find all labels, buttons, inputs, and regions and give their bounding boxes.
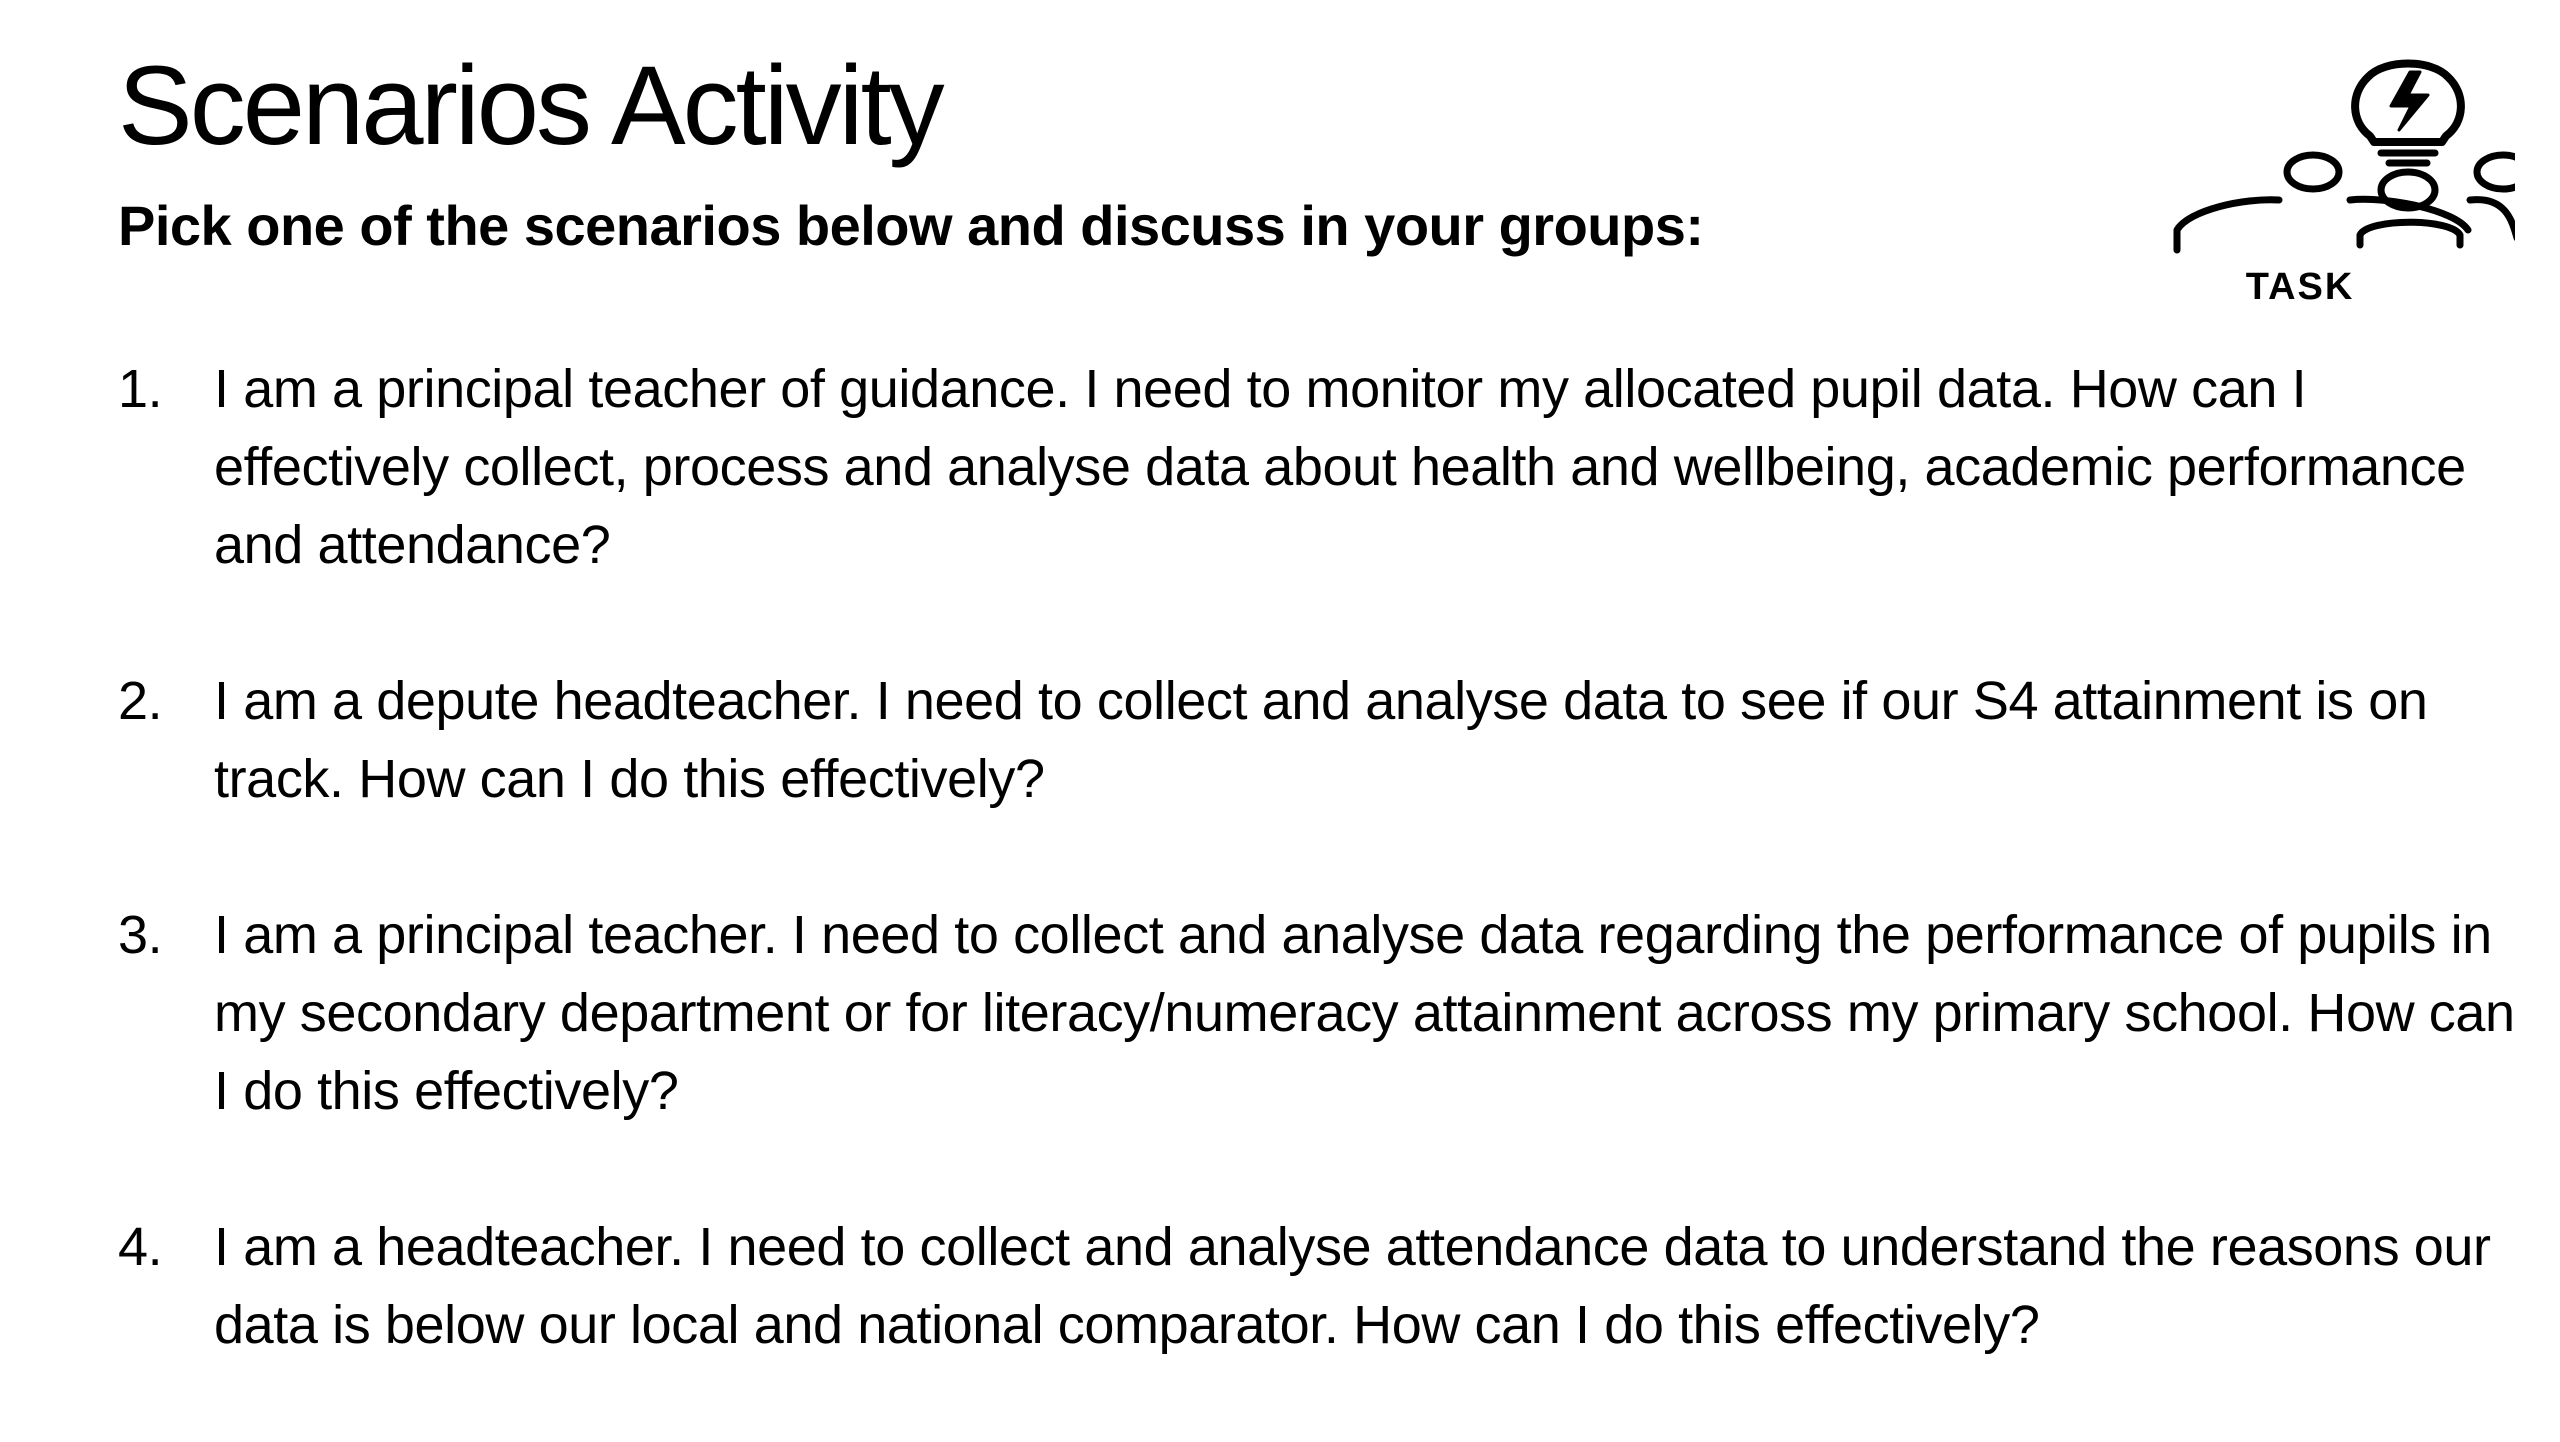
scenario-text: I am a principal teacher of guidance. I need to monitor my allocated pupil data. How can I effectively collect, process and analyse data about health and wellbeing, academic performance and attendance?	[214, 359, 2466, 575]
scenario-text: I am a depute headteacher. I need to collect and analyse data to see if our S4 attainment is on track. How can I do this effectively?	[214, 671, 2428, 809]
task-label: TASK	[2245, 266, 2355, 308]
scenario-item	[118, 896, 2518, 1130]
scenario-item	[118, 1208, 2518, 1364]
scenario-number: 2.	[118, 671, 163, 731]
scenario-item	[118, 662, 2518, 818]
scenario-text: I am a principal teacher. I need to collect and analyse data regarding the performance of pupils in my secondary department or for literacy/numeracy attainment across my primary school. How can I do this effectively?	[214, 905, 2515, 1121]
scenario-text: I am a headteacher. I need to collect and analyse attendance data to understand the reasons our data is below our local and national comparator. How can I do this effectively?	[214, 1217, 2491, 1355]
scenario-item	[118, 350, 2518, 584]
scenario-number: 4.	[118, 1217, 163, 1277]
scenario-number: 1.	[118, 359, 163, 419]
scenario-list	[118, 350, 2518, 1442]
scenario-number: 3.	[118, 905, 163, 965]
slide-subtitle: Pick one of the scenarios below and discuss in your groups:	[118, 194, 1704, 257]
slide-title: Scenarios Activity	[118, 43, 942, 168]
